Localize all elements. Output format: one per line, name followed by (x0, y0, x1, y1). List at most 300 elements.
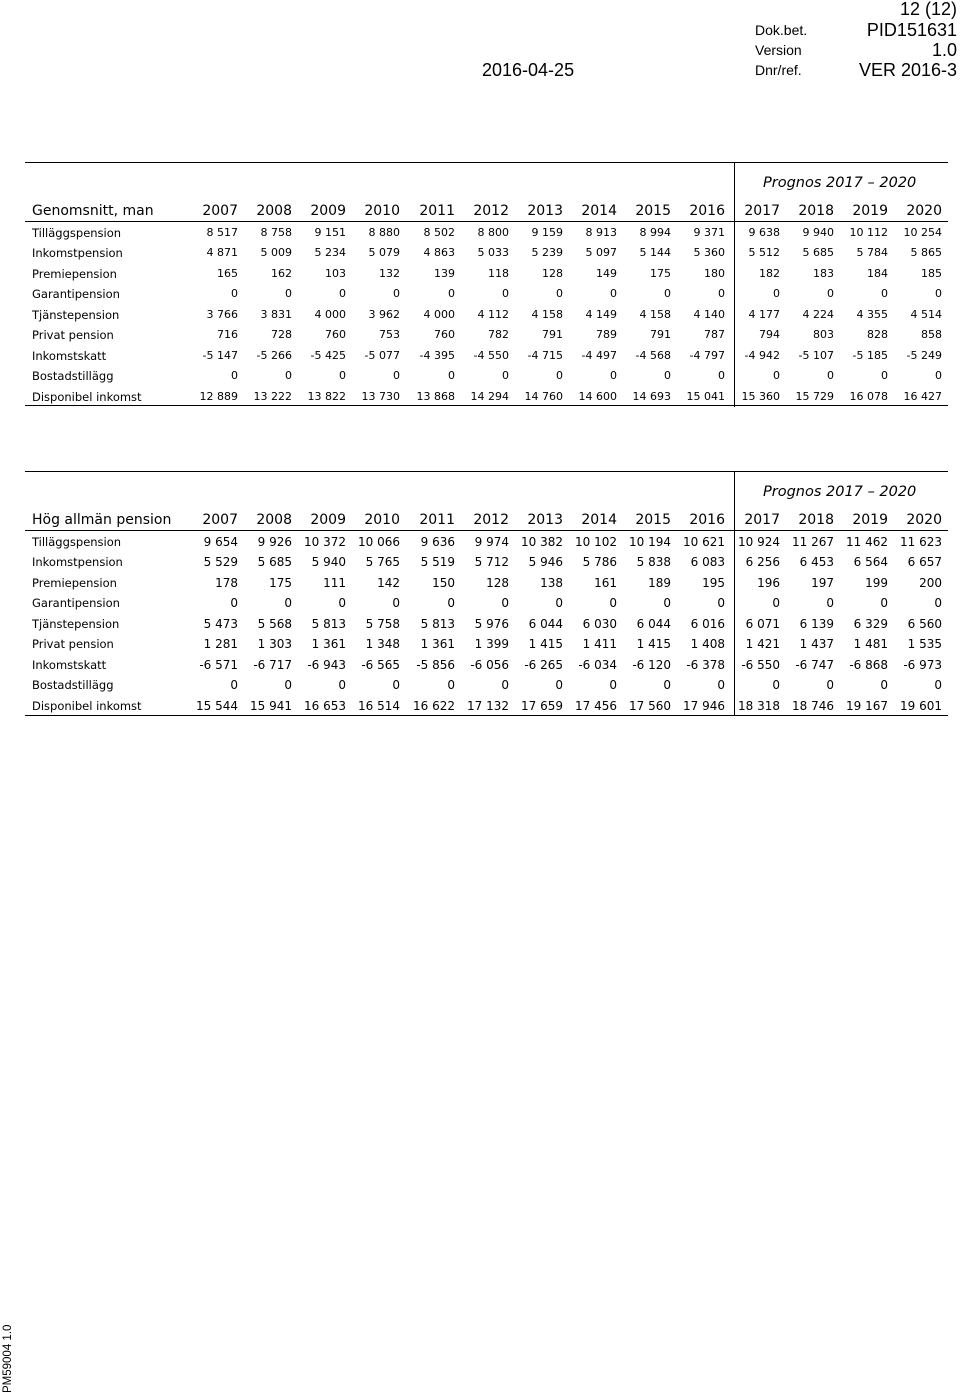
table-cell: 9 151 (314, 226, 346, 239)
table-cell: 175 (650, 266, 671, 280)
table-hog-allman-pension (25, 471, 948, 716)
table-row (25, 595, 948, 611)
year-header-2010: 2010 (364, 203, 400, 219)
table-cell: 1 361 (420, 637, 455, 652)
table-cell: 16 427 (903, 389, 942, 403)
table-cell: 3 962 (368, 307, 400, 321)
table-cell: -5 077 (364, 348, 400, 362)
table-cell: 3 831 (260, 307, 292, 321)
table-cell: 5 512 (748, 246, 780, 260)
table-cell: 5 784 (856, 246, 888, 260)
row-label: Inkomstskatt (32, 657, 107, 672)
table-cell: -6 868 (849, 657, 888, 672)
reference-label: Dnr/ref. (755, 62, 802, 78)
table-cell: 0 (664, 287, 671, 301)
table-row (25, 534, 948, 550)
table-cell: 0 (447, 678, 455, 693)
table-cell: 5 813 (311, 616, 346, 631)
table-row (25, 554, 948, 570)
table-cell: 1 415 (636, 637, 671, 652)
table-row (25, 389, 948, 405)
table-cell: 1 348 (365, 637, 400, 652)
table-cell: 9 636 (420, 535, 455, 549)
table-row (25, 698, 948, 714)
table-cell: 6 657 (907, 555, 942, 570)
table-cell: 0 (718, 369, 725, 383)
table-cell: 4 514 (910, 307, 942, 321)
table-cell: 180 (704, 266, 725, 280)
table-cell: 0 (338, 678, 346, 693)
table-cell: 789 (596, 328, 617, 342)
table-cell: 14 693 (632, 389, 671, 403)
header-underline (25, 221, 948, 222)
table-cell: 1 303 (257, 637, 292, 652)
table-cell: -6 943 (307, 657, 346, 672)
table-top-rule (25, 471, 948, 472)
forecast-label: Prognos 2017 – 2020 (763, 175, 917, 191)
table-cell: 14 760 (524, 389, 563, 403)
reference-value: VER 2016-3 (858, 60, 957, 80)
table-cell: 0 (556, 287, 563, 301)
table-row (25, 286, 948, 302)
table-cell: 0 (827, 287, 834, 301)
table-cell: 6 030 (582, 616, 617, 631)
year-header-2012: 2012 (473, 203, 509, 219)
doc-id-label: Dok.bet. (755, 22, 808, 38)
table-cell: 1 411 (582, 637, 617, 652)
table-cell: 8 800 (477, 226, 509, 239)
table-cell: 5 234 (314, 246, 346, 260)
table-cell: 8 502 (423, 226, 455, 239)
table-cell: 0 (392, 678, 400, 693)
table-cell: 128 (542, 266, 563, 280)
table-cell: 9 159 (531, 226, 563, 239)
year-header-2017: 2017 (744, 512, 780, 528)
table-cell: 0 (772, 678, 780, 693)
year-header-2012: 2012 (473, 512, 509, 528)
table-cell: 1 481 (853, 637, 888, 652)
table-cell: 5 568 (257, 616, 292, 631)
table-cell: 10 621 (683, 535, 725, 549)
table-cell: 11 267 (792, 535, 834, 549)
table-cell: 16 622 (413, 698, 455, 713)
table-cell: 0 (609, 596, 617, 611)
table-cell: 10 102 (575, 535, 617, 549)
doc-id-value: PID151631 (866, 20, 957, 40)
table-cell: 0 (502, 287, 509, 301)
table-cell: -6 056 (470, 657, 509, 672)
table-cell: 15 360 (741, 389, 780, 403)
table-cell: 5 473 (203, 616, 238, 631)
table-row (25, 225, 948, 241)
table-title: Hög allmän pension (32, 512, 172, 528)
table-cell: 175 (269, 575, 292, 590)
table-cell: -6 565 (361, 657, 400, 672)
row-label: Privat pension (32, 637, 114, 652)
table-cell: 5 838 (636, 555, 671, 570)
table-cell: 1 281 (203, 637, 238, 652)
table-cell: 0 (609, 678, 617, 693)
table-cell: -4 942 (744, 348, 780, 362)
header-underline (25, 530, 948, 531)
table-cell: 10 112 (849, 226, 888, 239)
table-row (25, 266, 948, 282)
table-cell: 0 (664, 369, 671, 383)
table-cell: 0 (880, 596, 888, 611)
table-cell: 16 514 (358, 698, 400, 713)
table-cell: -4 797 (689, 348, 725, 362)
table-cell: 794 (759, 328, 780, 342)
table-cell: 103 (325, 266, 346, 280)
table-cell: 0 (285, 369, 292, 383)
page-number: 12 (12) (899, 0, 957, 19)
table-cell: -6 973 (903, 657, 942, 672)
table-cell: -6 571 (199, 657, 238, 672)
table-cell: -5 185 (852, 348, 888, 362)
year-header-2016: 2016 (689, 512, 725, 528)
table-cell: 195 (702, 575, 725, 590)
table-cell: 5 529 (203, 555, 238, 570)
table-cell: 4 158 (639, 307, 671, 321)
table-cell: 0 (610, 369, 617, 383)
table-cell: -4 715 (527, 348, 563, 362)
table-cell: 13 868 (416, 389, 455, 403)
table-cell: 760 (325, 328, 346, 342)
table-cell: 11 462 (846, 535, 888, 549)
table-cell: 4 000 (314, 307, 346, 321)
table-cell: 6 044 (636, 616, 671, 631)
table-cell: -6 265 (524, 657, 563, 672)
table-cell: 6 256 (745, 555, 780, 570)
table-cell: 0 (934, 596, 942, 611)
table-cell: -4 568 (635, 348, 671, 362)
row-label: Tilläggspension (32, 226, 122, 240)
table-cell: 0 (338, 596, 346, 611)
table-cell: -6 550 (741, 657, 780, 672)
table-cell: 4 863 (423, 246, 455, 260)
row-label: Disponibel inkomst (32, 389, 142, 404)
table-cell: 17 132 (467, 698, 509, 713)
table-cell: -6 717 (253, 657, 292, 672)
table-cell: 19 167 (846, 698, 888, 713)
table-cell: 0 (826, 596, 834, 611)
table-cell: 5 940 (311, 555, 346, 570)
table-cell: 10 194 (629, 535, 671, 549)
row-label: Bostadstillägg (32, 678, 114, 693)
table-cell: 828 (867, 328, 888, 342)
table-cell: 4 149 (585, 307, 617, 321)
table-cell: 791 (650, 328, 671, 342)
table-cell: 6 453 (799, 555, 834, 570)
table-top-rule (25, 162, 948, 163)
table-cell: -5 425 (310, 348, 346, 362)
table-cell: 753 (379, 328, 400, 342)
table-title: Genomsnitt, man (32, 203, 154, 219)
year-header-2014: 2014 (581, 203, 617, 219)
table-cell: 9 974 (474, 535, 509, 549)
table-cell: 5 144 (639, 246, 671, 260)
table-cell: 10 372 (304, 535, 346, 549)
year-header-2015: 2015 (635, 512, 671, 528)
table-cell: 0 (935, 369, 942, 383)
table-cell: 6 560 (907, 616, 942, 631)
table-cell: -5 249 (906, 348, 942, 362)
table-cell: 0 (610, 287, 617, 301)
table-cell: 5 712 (474, 555, 509, 570)
table-cell: 1 361 (311, 637, 346, 652)
table-row (25, 677, 948, 693)
table-cell: 8 517 (206, 226, 238, 239)
table-cell: 6 564 (853, 555, 888, 570)
year-header-2020: 2020 (906, 512, 942, 528)
table-cell: 128 (486, 575, 509, 590)
table-cell: 0 (284, 678, 292, 693)
table-cell: 0 (501, 596, 509, 611)
table-cell: 17 946 (683, 698, 725, 713)
table-cell: 0 (231, 287, 238, 301)
table-cell: 0 (448, 287, 455, 301)
table-cell: 178 (215, 575, 238, 590)
year-header-2013: 2013 (527, 512, 563, 528)
table-cell: 197 (811, 575, 834, 590)
table-cell: -5 266 (256, 348, 292, 362)
table-cell: 6 016 (690, 616, 725, 631)
table-cell: 19 601 (900, 698, 942, 713)
row-label: Premiepension (32, 266, 117, 281)
table-cell: 1 437 (799, 637, 834, 652)
table-cell: 0 (447, 596, 455, 611)
year-header-2009: 2009 (310, 512, 346, 528)
year-header-2019: 2019 (852, 203, 888, 219)
table-cell: 716 (217, 328, 238, 342)
table-cell: 4 871 (206, 246, 238, 260)
table-cell: 118 (488, 266, 509, 280)
table-bottom-rule (25, 405, 948, 406)
table-cell: -5 107 (798, 348, 834, 362)
table-row (25, 636, 948, 652)
table-cell: 189 (648, 575, 671, 590)
table-cell: 5 239 (531, 246, 563, 260)
table-cell: 5 685 (257, 555, 292, 570)
table-cell: 14 600 (578, 389, 617, 403)
table-cell: 14 294 (470, 389, 509, 403)
table-cell: 0 (502, 369, 509, 383)
year-header-2013: 2013 (527, 203, 563, 219)
table-cell: 15 941 (250, 698, 292, 713)
table-genomsnitt-man (25, 162, 948, 407)
table-cell: 0 (230, 596, 238, 611)
table-cell: 18 318 (738, 698, 780, 713)
table-cell: 12 889 (199, 389, 238, 403)
table-cell: 5 079 (368, 246, 400, 260)
year-header-2016: 2016 (689, 203, 725, 219)
table-cell: 5 009 (260, 246, 292, 260)
table-cell: 15 729 (795, 389, 834, 403)
table-cell: 8 913 (585, 226, 617, 239)
row-label: Garantipension (32, 596, 120, 611)
table-cell: 8 994 (639, 226, 671, 239)
table-cell: 16 078 (849, 389, 888, 403)
table-cell: 4 140 (693, 307, 725, 321)
table-cell: -4 550 (473, 348, 509, 362)
table-cell: 0 (284, 596, 292, 611)
table-cell: 9 940 (802, 226, 834, 239)
table-cell: 0 (392, 596, 400, 611)
table-cell: 782 (488, 328, 509, 342)
table-cell: 0 (934, 678, 942, 693)
table-cell: 0 (663, 596, 671, 611)
table-cell: 13 730 (361, 389, 400, 403)
table-cell: 183 (813, 266, 834, 280)
table-cell: 1 421 (745, 637, 780, 652)
table-cell: -6 034 (578, 657, 617, 672)
table-cell: 10 382 (521, 535, 563, 549)
table-row (25, 307, 948, 323)
table-cell: 9 654 (203, 535, 238, 549)
row-label: Inkomstpension (32, 555, 123, 570)
forecast-label: Prognos 2017 – 2020 (763, 484, 917, 500)
table-cell: 0 (827, 369, 834, 383)
table-cell: 182 (759, 266, 780, 280)
table-cell: 13 222 (253, 389, 292, 403)
table-cell: 15 544 (196, 698, 238, 713)
table-cell: 0 (663, 678, 671, 693)
table-cell: 11 623 (900, 535, 942, 549)
table-cell: -4 497 (581, 348, 617, 362)
table-cell: 161 (594, 575, 617, 590)
table-row (25, 348, 948, 364)
row-label: Tjänstepension (32, 307, 120, 322)
row-label: Premiepension (32, 575, 117, 590)
version-label: Version (755, 42, 802, 58)
table-cell: 803 (813, 328, 834, 342)
table-cell: 6 139 (799, 616, 834, 631)
table-cell: 132 (379, 266, 400, 280)
table-cell: 5 685 (802, 246, 834, 260)
table-cell: 0 (935, 287, 942, 301)
table-cell: 3 766 (206, 307, 238, 321)
row-label: Disponibel inkomst (32, 698, 142, 713)
table-cell: 16 653 (304, 698, 346, 713)
table-cell: 5 786 (582, 555, 617, 570)
table-cell: 4 158 (531, 307, 563, 321)
table-cell: 4 355 (856, 307, 888, 321)
table-cell: 0 (773, 287, 780, 301)
year-header-2007: 2007 (202, 203, 238, 219)
table-cell: 5 813 (420, 616, 455, 631)
table-cell: -6 747 (795, 657, 834, 672)
table-cell: 5 976 (474, 616, 509, 631)
table-cell: 6 083 (690, 555, 725, 570)
year-header-2017: 2017 (744, 203, 780, 219)
table-cell: 0 (773, 369, 780, 383)
table-cell: 791 (542, 328, 563, 342)
table-cell: 0 (339, 369, 346, 383)
table-row (25, 657, 948, 673)
year-header-2019: 2019 (852, 512, 888, 528)
table-cell: 17 560 (629, 698, 671, 713)
table-cell: 6 071 (745, 616, 780, 631)
table-cell: -4 395 (419, 348, 455, 362)
year-header-2018: 2018 (798, 203, 834, 219)
table-cell: 10 066 (358, 535, 400, 549)
year-header-2010: 2010 (364, 512, 400, 528)
table-cell: 0 (555, 678, 563, 693)
table-cell: 165 (217, 266, 238, 280)
table-cell: 4 112 (477, 307, 509, 321)
year-header-2008: 2008 (256, 512, 292, 528)
table-cell: 10 254 (903, 226, 942, 239)
table-cell: 6 329 (853, 616, 888, 631)
table-cell: 1 415 (528, 637, 563, 652)
table-cell: 0 (393, 287, 400, 301)
table-cell: 5 097 (585, 246, 617, 260)
version-value: 1.0 (931, 40, 957, 60)
table-bottom-rule (25, 715, 948, 716)
table-cell: 9 371 (693, 226, 725, 239)
table-cell: 5 765 (365, 555, 400, 570)
table-cell: 196 (757, 575, 780, 590)
table-cell: 139 (434, 266, 455, 280)
table-cell: 0 (717, 596, 725, 611)
row-label: Inkomstskatt (32, 348, 107, 363)
side-document-code: PM59004 1.0 (2, 1324, 14, 1393)
row-label: Tjänstepension (32, 616, 120, 631)
table-row (25, 616, 948, 632)
year-header-2020: 2020 (906, 203, 942, 219)
table-cell: 0 (881, 287, 888, 301)
table-cell: 15 041 (686, 389, 725, 403)
year-header-2007: 2007 (202, 512, 238, 528)
table-cell: 0 (231, 369, 238, 383)
table-cell: 162 (271, 266, 292, 280)
table-cell: 1 535 (907, 637, 942, 652)
year-header-2011: 2011 (419, 512, 455, 528)
table-cell: 10 924 (738, 535, 780, 549)
table-row (25, 327, 948, 343)
table-cell: -5 856 (416, 657, 455, 672)
table-cell: 0 (393, 369, 400, 383)
table-cell: 9 638 (748, 226, 780, 239)
table-cell: 8 758 (260, 226, 292, 239)
table-cell: 5 519 (420, 555, 455, 570)
table-cell: 0 (501, 678, 509, 693)
table-cell: -6 378 (686, 657, 725, 672)
table-cell: 1 408 (690, 637, 725, 652)
year-header-2014: 2014 (581, 512, 617, 528)
year-header-2009: 2009 (310, 203, 346, 219)
table-cell: 142 (377, 575, 400, 590)
table-cell: 0 (826, 678, 834, 693)
table-cell: 5 946 (528, 555, 563, 570)
table-cell: 4 224 (802, 307, 834, 321)
table-cell: 149 (596, 266, 617, 280)
table-row (25, 575, 948, 591)
table-cell: 5 865 (910, 246, 942, 260)
table-cell: 0 (339, 287, 346, 301)
table-cell: 185 (921, 266, 942, 280)
row-label: Bostadstillägg (32, 369, 114, 384)
table-cell: 8 880 (368, 226, 400, 239)
table-cell: 858 (921, 328, 942, 342)
row-label: Tilläggspension (32, 535, 122, 549)
table-cell: 6 044 (528, 616, 563, 631)
table-row (25, 245, 948, 261)
table-cell: 13 822 (307, 389, 346, 403)
table-cell: 0 (880, 678, 888, 693)
table-cell: 5 360 (693, 246, 725, 260)
table-cell: 4 177 (748, 307, 780, 321)
